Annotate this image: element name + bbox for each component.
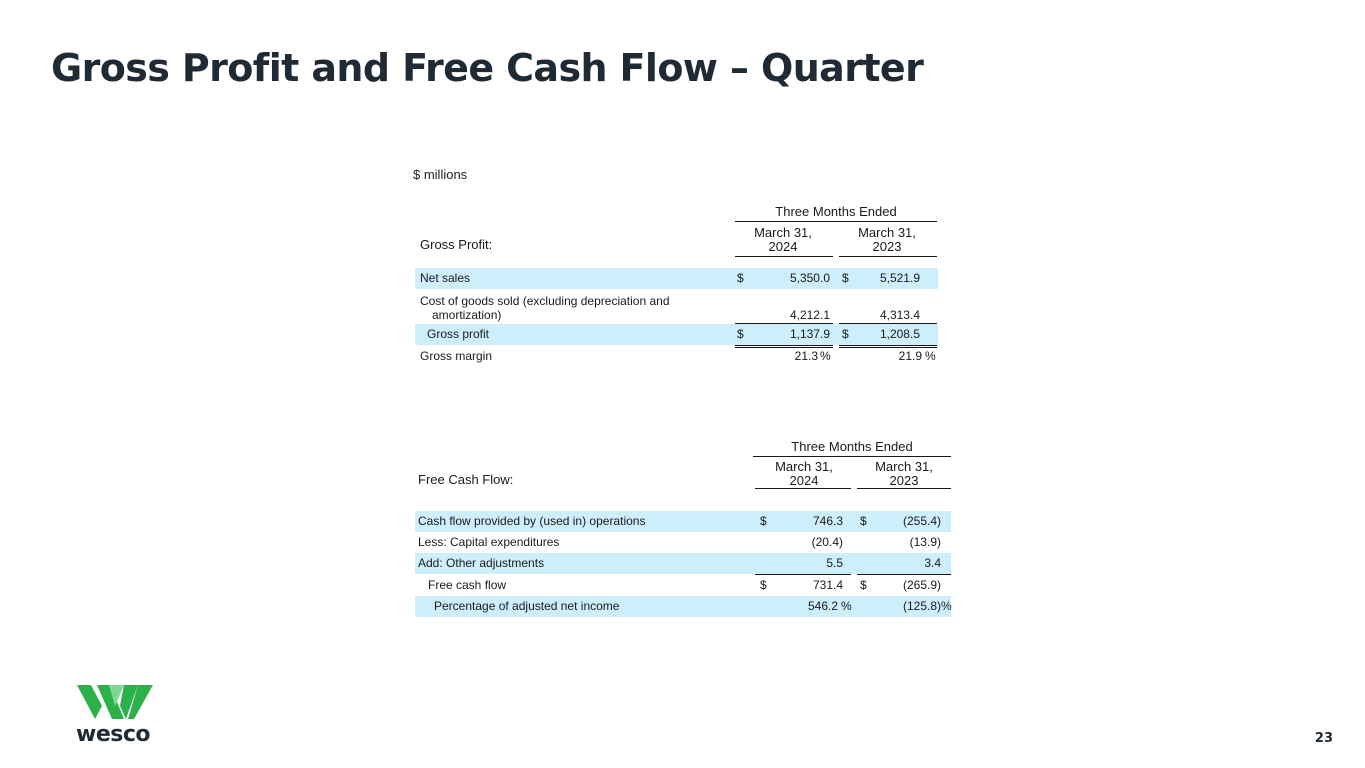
currency-symbol: $ <box>760 578 767 592</box>
table-row <box>415 268 938 289</box>
row-label: Gross margin <box>420 349 493 363</box>
table-row <box>415 596 951 617</box>
row-label: Net sales <box>420 271 471 285</box>
col2-header-line1: March 31, <box>875 459 933 474</box>
value-2024: 1,137.9 <box>789 327 830 341</box>
col1-header-rule <box>735 256 833 257</box>
table-row <box>415 324 938 345</box>
col1-header-line1: March 31, <box>754 225 812 240</box>
value-2024: 746.3 <box>812 514 843 528</box>
percent-sign: % <box>925 349 936 363</box>
table-row <box>415 511 951 532</box>
col2-header <box>837 226 937 254</box>
row-label: Add: Other adjustments <box>418 556 545 570</box>
currency-symbol: $ <box>842 327 849 341</box>
currency-symbol: $ <box>842 271 849 285</box>
col1-header <box>733 226 833 254</box>
units-label: $ millions <box>413 167 468 182</box>
table-row <box>415 346 938 367</box>
col2-header-line2: 2023 <box>872 239 902 254</box>
col2-header-line2: 2023 <box>889 473 919 488</box>
col2-header-line1: March 31, <box>858 225 916 240</box>
value-2023: (255.4) <box>902 514 941 528</box>
table-row <box>415 553 951 574</box>
table-row <box>415 293 938 321</box>
col2-header-rule <box>839 256 937 257</box>
row-label-line2: amortization) <box>432 308 502 322</box>
row-label: Cash flow provided by (used in) operations <box>418 514 646 528</box>
table-row <box>415 575 951 596</box>
col2-header-rule <box>857 488 951 489</box>
value-2024: 5,350.0 <box>789 271 830 285</box>
col1-header-rule <box>755 488 851 489</box>
page-title: Gross Profit and Free Cash Flow – Quarter <box>51 46 924 90</box>
value-2024: 4,212.1 <box>789 308 830 322</box>
col1-header-line2: 2024 <box>768 239 798 254</box>
value-2024: (20.4) <box>811 535 843 549</box>
value-2024: 731.4 <box>812 578 843 592</box>
value-2024: 546.2 <box>807 599 838 613</box>
row-label: Gross profit <box>427 327 490 341</box>
section-title: Gross Profit: <box>420 237 493 252</box>
value-2024: 5.5 <box>826 556 843 570</box>
currency-symbol: $ <box>860 578 867 592</box>
value-2023: 1,208.5 <box>879 327 920 341</box>
col1-header-line2: 2024 <box>789 473 819 488</box>
value-2023: 4,313.4 <box>879 308 920 322</box>
gross-profit-table <box>415 200 940 375</box>
currency-symbol: $ <box>737 271 744 285</box>
value-2023: (125.8) <box>902 599 941 613</box>
wesco-logo-text: wesco <box>76 722 150 747</box>
percent-sign: % <box>841 599 852 613</box>
value-2023: (13.9) <box>909 535 941 549</box>
section-title: Free Cash Flow: <box>418 472 514 487</box>
value-2023: 3.4 <box>924 556 941 570</box>
col1-header-line1: March 31, <box>775 459 833 474</box>
row-label: Percentage of adjusted net income <box>434 599 620 613</box>
col2-header <box>854 460 954 488</box>
row-label: Less: Capital expenditures <box>418 535 560 549</box>
value-2023: 21.9 <box>898 349 922 363</box>
currency-symbol: $ <box>860 514 867 528</box>
row-label: Free cash flow <box>428 578 507 592</box>
currency-symbol: $ <box>760 514 767 528</box>
table-row <box>415 532 951 553</box>
value-2023: 5,521.9 <box>879 271 920 285</box>
period-header: Three Months Ended <box>753 438 951 457</box>
value-2023: (265.9) <box>902 578 941 592</box>
period-header: Three Months Ended <box>735 203 937 222</box>
percent-sign: % <box>820 349 831 363</box>
percent-sign: % <box>941 599 952 613</box>
col1-header <box>754 460 854 488</box>
currency-symbol: $ <box>737 327 744 341</box>
value-2024: 21.3 <box>794 349 818 363</box>
free-cash-flow-table <box>415 437 955 622</box>
page-number: 23 <box>1314 731 1333 746</box>
row-label-line1: Cost of goods sold (excluding depreciation and <box>420 294 670 308</box>
